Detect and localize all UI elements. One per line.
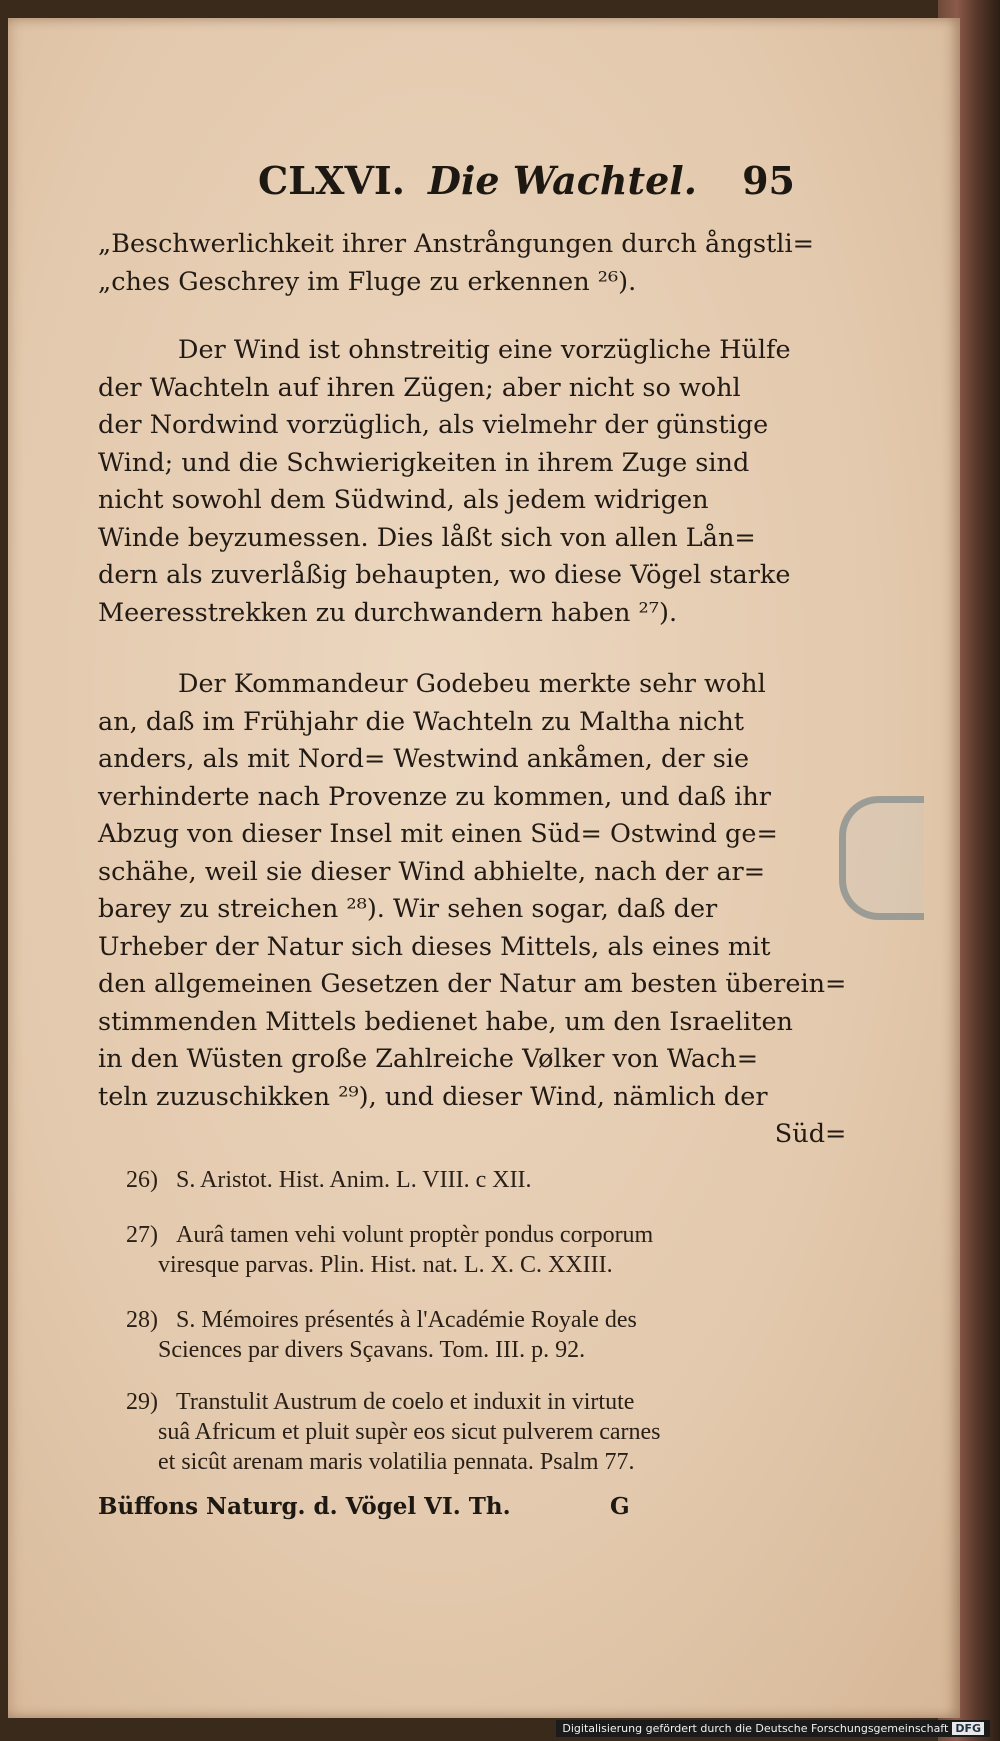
page-footer: [98, 1493, 698, 1520]
footnote-text: Sciences par divers Sçavans. Tom. III. p. 92.: [158, 1337, 586, 1363]
section-number: CLXVI.: [258, 158, 405, 203]
dfg-logo: DFG: [952, 1722, 984, 1735]
footnote-text: viresque parvas. Plin. Hist. nat. L. X. C. XXIII.: [158, 1252, 613, 1278]
text-line: stimmenden Mittels bedienet habe, um den Israeliten: [98, 1006, 793, 1037]
text-line: Der Kommandeur Godebeu merkte sehr wohl: [178, 669, 766, 699]
page-number: 95: [742, 158, 795, 203]
footnote-number: 26): [126, 1167, 158, 1193]
text-line: der Wachteln auf ihren Zügen; aber nicht so wohl: [98, 372, 741, 403]
text-line: Der Wind ist ohnstreitig eine vorzügliche Hülfe: [178, 335, 791, 365]
text-line: „ches Geschrey im Fluge zu erkennen ²⁶).: [98, 266, 637, 297]
text-line: dern als zuverlåßig behaupten, wo diese Vögel starke: [98, 560, 791, 590]
footnote-text: Aurâ tamen vehi volunt proptèr pondus corporum: [176, 1222, 654, 1248]
text-line: der Nordwind vorzüglich, als vielmehr der günstige: [98, 410, 769, 440]
text-line: „Beschwerlichkeit ihrer Anstrångungen durch ångstli=: [98, 229, 814, 259]
text-line: Meeresstrekken zu durchwandern haben ²⁷).: [98, 597, 678, 628]
text-line: schähe, weil sie dieser Wind abhielte, nach der ar=: [98, 856, 766, 887]
footnote-text: S. Aristot. Hist. Anim. L. VIII. c XII.: [176, 1167, 532, 1193]
text-line: nicht sowohl dem Südwind, als jedem widrigen: [98, 485, 709, 515]
footnote-text: Transtulit Austrum de coelo et induxit in virtute: [176, 1389, 635, 1415]
footnote-text: suâ Africum et pluit supèr eos sicut pulverem carnes: [158, 1419, 661, 1445]
footnote-28: [126, 1305, 786, 1365]
footnote-29: [126, 1387, 786, 1477]
text-line: verhinderte nach Provenze zu kommen, und daß ihr: [98, 781, 771, 812]
footnote-text: et sicût arenam maris volatilia pennata. Psalm 77.: [158, 1449, 635, 1475]
text-line: den allgemeinen Gesetzen der Natur am besten überein=: [98, 969, 847, 999]
text-line: anders, als mit Nord= Westwind ankåmen, der sie: [98, 744, 750, 774]
footnote-number: 27): [126, 1222, 158, 1248]
page-clip: [839, 796, 924, 920]
paragraph-3: [98, 666, 846, 1154]
text-line: in den Wüsten große Zahlreiche Vølker von Wach=: [98, 1044, 759, 1074]
text-line: Abzug von dieser Insel mit einen Süd= Ostwind ge=: [98, 819, 778, 849]
text-line: Winde beyzumessen. Dies låßt sich von allen Lån=: [98, 522, 756, 553]
text-line: teln zuzuschikken ²⁹), und dieser Wind, nämlich der: [98, 1081, 768, 1112]
footnote-26: [126, 1165, 786, 1195]
catchword: Süd=: [774, 1119, 847, 1149]
paragraph-2: [98, 332, 791, 632]
footnote-number: 29): [126, 1389, 158, 1415]
chapter-title: Die Wachtel.: [428, 158, 697, 203]
digitization-notice: [556, 1720, 990, 1737]
footnote-text: S. Mémoires présentés à l'Académie Royale des: [176, 1307, 637, 1333]
text-line: barey zu streichen ²⁸). Wir sehen sogar, daß der: [98, 894, 718, 924]
footnote-number: 28): [126, 1307, 158, 1333]
text-line: Wind; und die Schwierigkeiten in ihrem Zuge sind: [98, 447, 750, 478]
footer-catchline: Büffons Naturg. d. Vögel VI. Th.: [98, 1493, 511, 1520]
footnote-27: [126, 1220, 786, 1280]
text-line: Urheber der Natur sich dieses Mittels, als eines mit: [98, 931, 771, 962]
digitization-text: Digitalisierung gefördert durch die Deutsche Forschungsgemeinschaft: [562, 1722, 949, 1735]
signature-mark: G: [610, 1493, 630, 1520]
paragraph-1: [98, 226, 814, 301]
text-line: an, daß im Frühjahr die Wachteln zu Maltha nicht: [98, 706, 745, 737]
